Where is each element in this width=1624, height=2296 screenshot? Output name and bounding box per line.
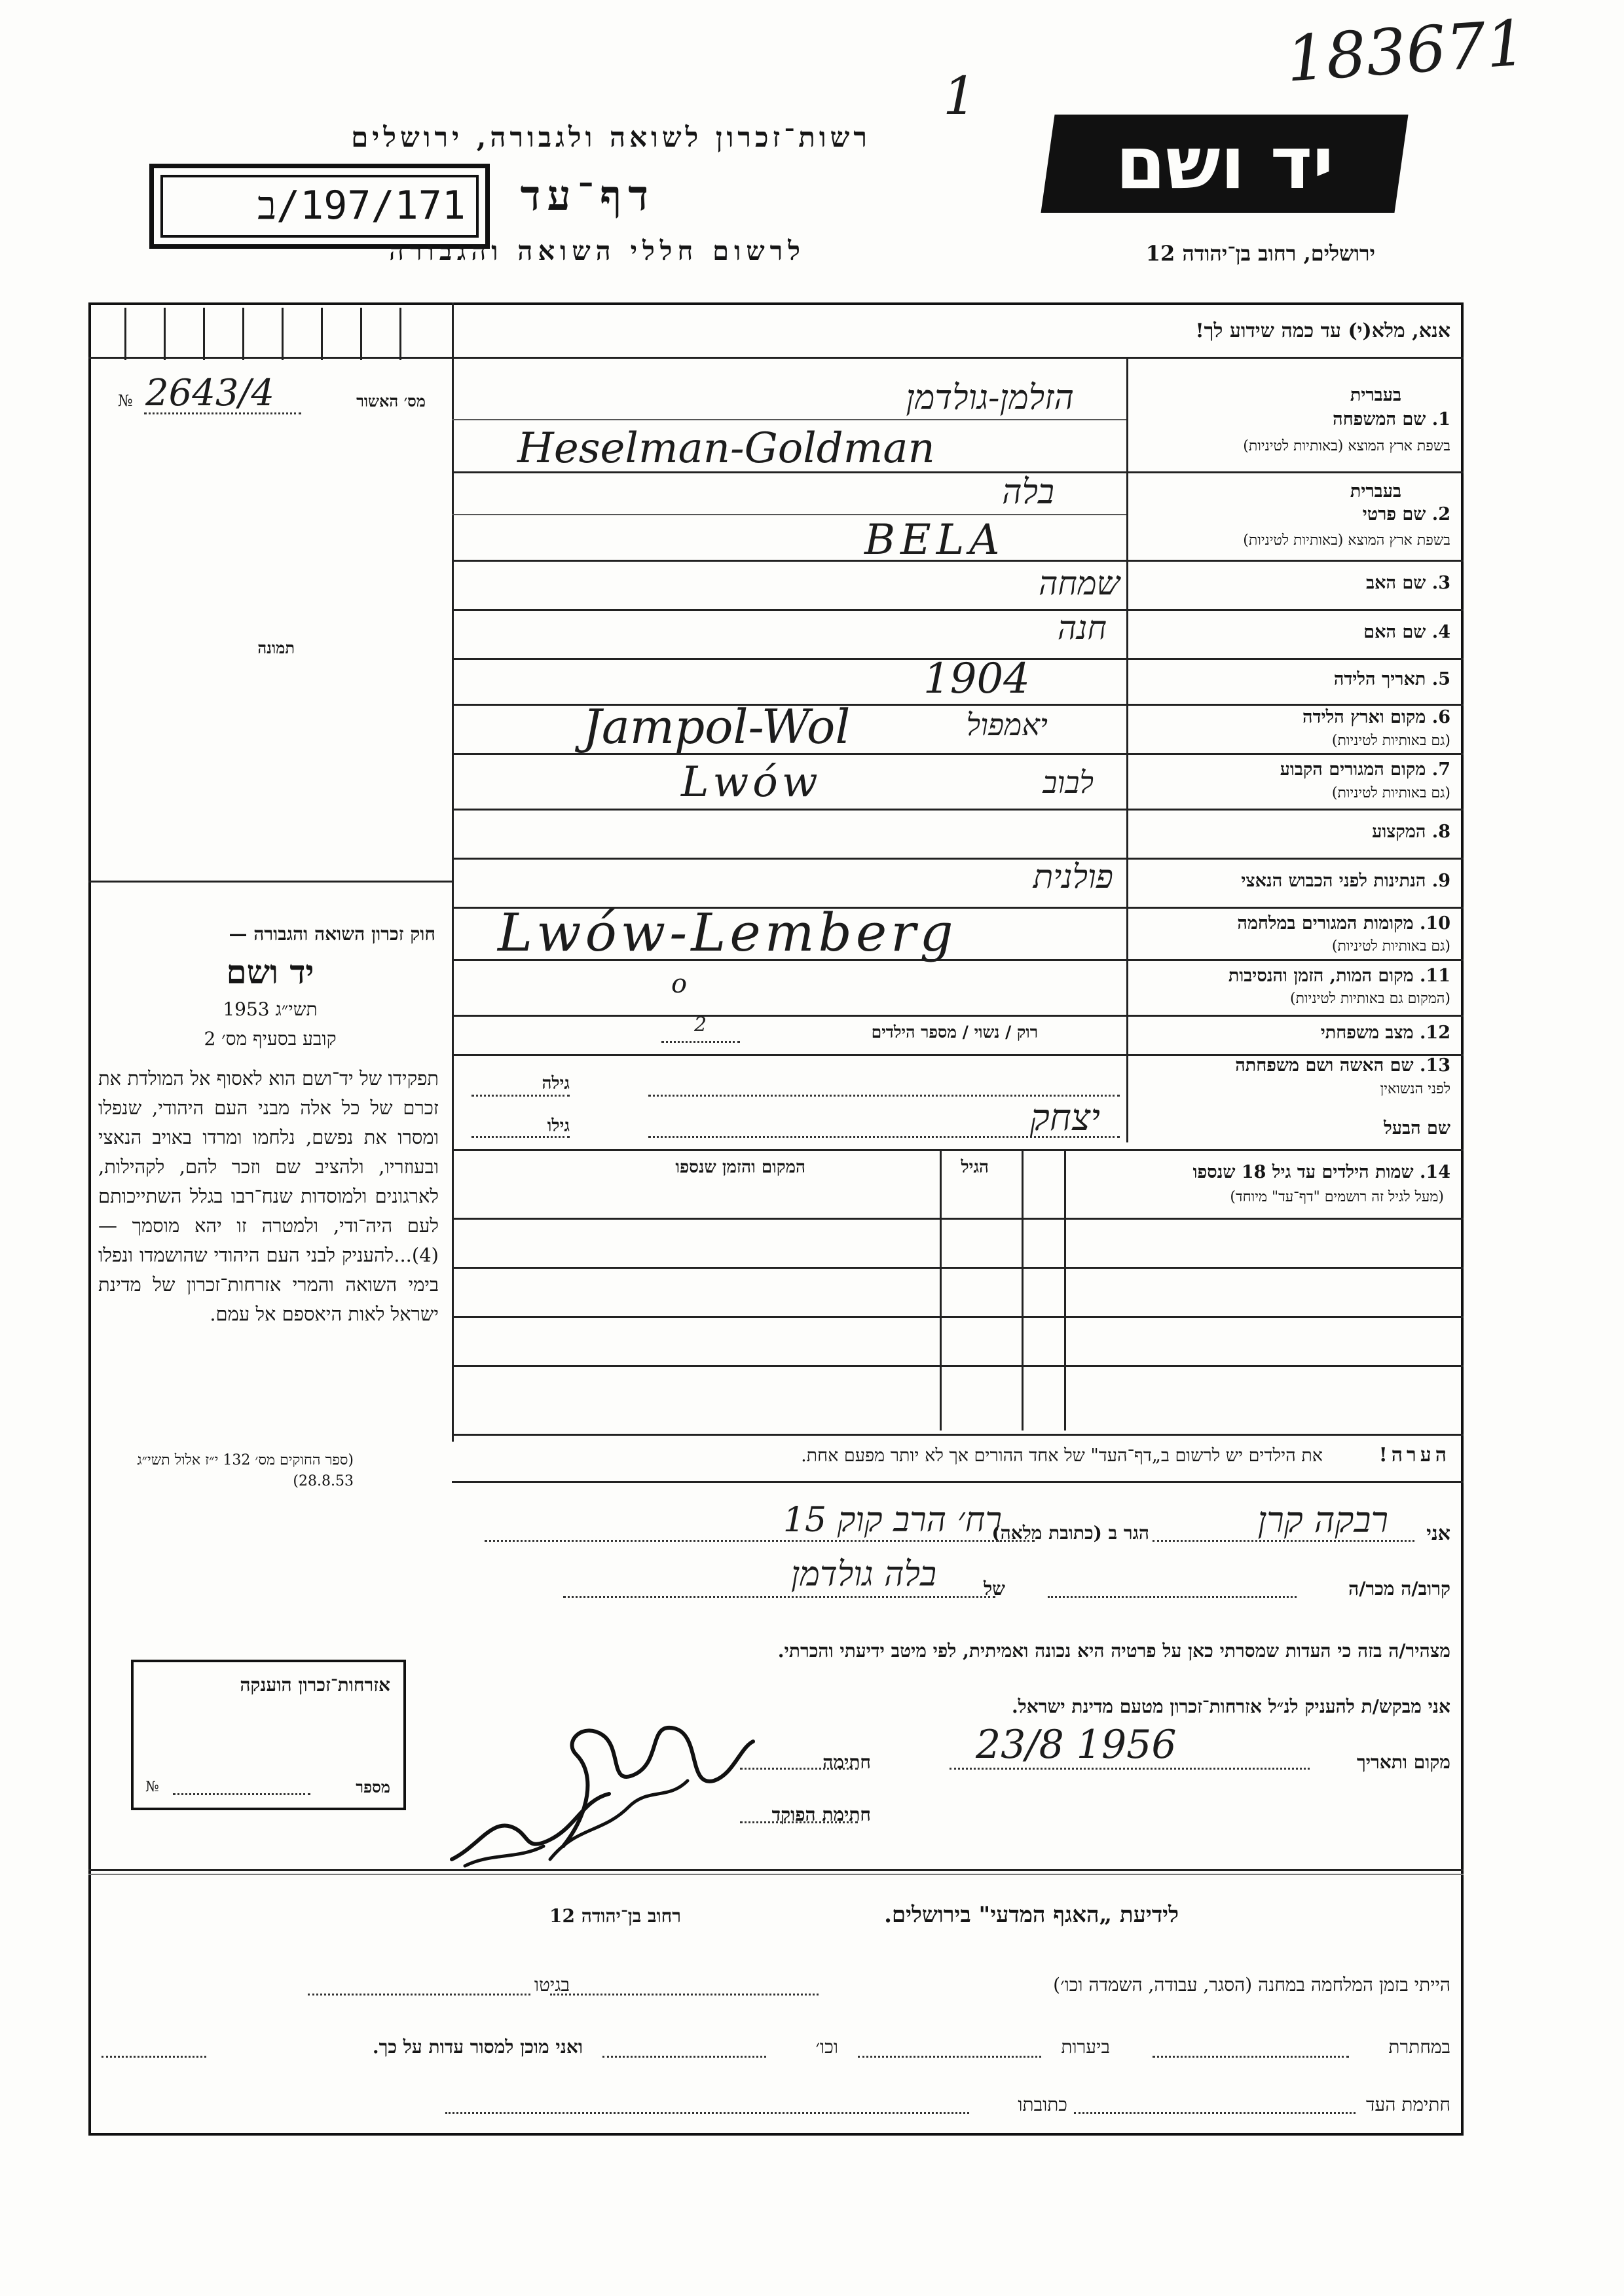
field-9-text: הנתינות לפני הכבוש הנאצי [1241,871,1426,891]
bottom-forests: ביערות [1061,2036,1110,2058]
bottom-address: רחוב בן־יהודה 12 [549,1905,681,1927]
field-5-number: 5. [1431,669,1450,689]
yad-vashem-logo [1041,115,1408,213]
field-12-text: מצב משפחתי [1320,1023,1414,1043]
field-10-label [1237,913,1450,934]
form-subtitle: לרשום חללי השואה והגבורה [388,236,805,266]
field-13-label [1235,1055,1450,1076]
declaration-place-date: מקום ותאריך [1356,1751,1450,1773]
field-9-label [1241,871,1450,891]
declaration-date-value[interactable]: 23/8 1956 [976,1722,1177,1768]
field-5-value[interactable]: 1904 [923,655,1030,703]
field-5-text: תאריך הלידה [1333,669,1426,689]
field-11-number: 11. [1420,966,1450,986]
field-2-text: שם פרטי [1362,504,1426,524]
field-2-hebrew-value[interactable]: בלה [1002,473,1054,512]
field-3-text: שם האב [1366,573,1426,593]
field-11-sub: (המקום גם באותיות לטיניות) [1290,991,1450,1007]
field-6-label [1302,707,1450,727]
field-6-value[interactable]: Jampol-Wol [583,699,851,754]
field-1-label [1333,409,1450,429]
field-4-label [1363,622,1450,642]
field-8-text: המקצוע [1372,822,1426,842]
bottom-line1: הייתי בזמן המלחמה במחנה (הסגר, עבודה, השמדה וכו׳) [1053,1974,1450,1995]
children-age-column: הגיל [961,1157,989,1177]
field-10-number: 10. [1420,913,1450,934]
declaration-ani: אני [1426,1522,1450,1545]
field-3-number: 3. [1431,573,1450,593]
field-1-number: 1. [1431,409,1450,429]
declaration-address-value[interactable]: רח׳ הרב קוק 15 [783,1501,1002,1540]
field-8-label [1372,822,1450,842]
stamp-number: 197/171/ב [257,183,466,228]
field-4-text: שם האם [1363,622,1426,642]
field-14-label [1193,1162,1450,1182]
intro-text: אנא, מלא(י) עד כמה שידוע לך! [1195,319,1450,342]
bottom-etc: וכו׳ [815,2036,838,2058]
field-5-label [1334,669,1450,689]
field-2-sub: בשפת ארץ המוצא (באותיות לטיניות) [1243,532,1450,549]
declaration-lives-at: הגר ב (כתובת מלאה) [991,1522,1149,1544]
field-6-text: מקום וארץ הלידה [1302,707,1426,727]
field-14-sub: (מעל לגיל זה רושמים "דף־עד" מיוחד) [1230,1189,1444,1205]
law-year: תשי״ג 1953 [223,998,318,1020]
bottom-heading: לידיעת „האגף המדעי" בירושלים. [884,1902,1179,1928]
citizenship-title: אזרחות־זכרון הוענקה [240,1674,390,1696]
declaration-relative: קרוב/ה מכר/ה [1348,1578,1450,1599]
logo-text: יד ושם [1115,121,1334,205]
field-11-text: מקום המות, הזמן והנסיבות [1228,966,1414,986]
field-10-sub: (גם באותיות לטיניות) [1331,938,1450,955]
declaration-name-value[interactable]: רבקה קרן [1257,1499,1388,1540]
field-12-options: רוק / נשוי / מספר הילדים [871,1023,1038,1042]
note-label: הערה! [1378,1444,1450,1467]
field-2-label [1363,504,1450,524]
bottom-underground: במחתרת [1388,2036,1450,2058]
field-14-text: שמות הילדים עד גיל 18 שנספו [1192,1162,1414,1182]
husband-value[interactable]: יצחק [1029,1097,1100,1139]
field-7-number: 7. [1431,759,1450,780]
field-6-number: 6. [1431,707,1450,727]
field-4-number: 4. [1431,622,1450,642]
field-1-sub: בשפת ארץ המוצא (באותיות לטיניות) [1243,438,1450,454]
field-8-number: 8. [1431,822,1450,842]
field-9-number: 9. [1431,871,1450,891]
official-signature [445,1781,629,1872]
field-2-number: 2. [1431,504,1450,524]
field-7-label [1280,759,1450,780]
field-14-number: 14. [1420,1162,1450,1182]
bottom-testimony: ואני מוכן למסור עדות על כך. [372,2036,583,2058]
field-4-value[interactable]: חנה [1057,609,1107,647]
field-10-text: מקומות המגורים במלחמה [1237,913,1414,934]
approval-number: 2643/4 [145,372,275,414]
field-1-side: בעברית [1350,385,1401,405]
declaration-relation-value[interactable]: בלה גולדמן [790,1555,936,1594]
field-7-sub: (גם באותיות לטיניות) [1331,785,1450,801]
bottom-witness-address: כתובתו [1018,2094,1067,2115]
field-12-value[interactable]: 2 [694,1013,707,1036]
declaration-of: של [984,1578,1005,1599]
husband-age-label: גילו [547,1116,570,1136]
field-3-label [1366,573,1450,593]
declaration-official-signature: חתימת הפוקד [771,1804,871,1825]
citizenship-prefix: № [145,1779,159,1795]
archive-number: 183671 [1283,6,1528,96]
field-13-age-label: גילה [542,1074,570,1093]
form-title: דף־עד [520,172,655,221]
photo-label: תמונה [257,638,295,657]
law-source: (ספר החוקים מס׳ 132 י״ז אלול תשי״ג 28.8.53) [137,1452,354,1489]
declaration-statement: מצהיר/ה בזה כי העדות שמסרתי כאן על פרטיה היא נכונה ואמיתית, לפי מיטב ידיעתי והכרתי. [777,1640,1450,1662]
field-3-value[interactable]: שמחה [1039,564,1120,602]
field-12-label [1321,1023,1450,1043]
bottom-ghetto: בגיטו [534,1974,570,1995]
field-7-hebrew-value[interactable]: לבוב [1043,765,1094,800]
law-body: תפקידו של יד־ושם הוא לאסוף אל המולדת את זכרם של כל אלה מבני העם היהודי, שנפלו ומסרו את נפשם, נלחמו ומרדו באויב הנאצי ובעוזריו, ולהציב שם וזכר להם, לקהילות, לארגונים ולמוסדות שנח־רבו בגלל השתייכותם לעם היה־ודי, ולמטרה זו יהא מוסמך — (4)...להעניק לבני העם היהודי שהושמדו ונפלו בימי השואה והמרי אזרחות־זכרון של מדינת ישראל לאות היאספם אל עמם. [98,1067,439,1325]
field-2-latin-value[interactable]: BELA [864,516,1005,564]
field-12-number: 12. [1420,1023,1450,1043]
field-7-text: מקום המגורים הקבוע [1280,759,1426,780]
law-section: קובע בסעיף מס׳ 2 [204,1028,337,1049]
header-address: ירושלים, רחוב בן־יהודה 12 [1145,241,1375,266]
approval-prefix: № [118,392,133,410]
law-name: יד ושם [226,953,314,991]
institution-name: רשות־זכרון לשואה ולגבורה, ירושלים [351,121,871,153]
field-10-value[interactable]: Lwów-Lemberg [498,902,957,963]
children-place-column: המקום והזמן שנספו [675,1157,805,1177]
declaration-request: אני מבקש/ת להעניק לנ״ל אזרחות־זכרון מטעם מדינת ישראל. [1011,1696,1450,1717]
field-6-hebrew-value[interactable]: יאמפול [966,707,1048,742]
page-number: 1 [943,65,976,126]
field-9-value[interactable]: פולנית [1033,858,1113,896]
field-1-text: שם המשפחה [1333,409,1426,429]
citizenship-box [131,1660,406,1810]
field-1-hebrew-value[interactable]: הזלמן-גולדמן [906,378,1074,418]
husband-label: שם הבעל [1384,1118,1450,1139]
field-11-label [1228,966,1450,986]
field-2-side: בעברית [1350,481,1401,501]
field-13-number: 13. [1420,1055,1450,1076]
approval-label: מס׳ האשור [356,392,426,410]
field-13-sub: לפני הנשואין [1380,1081,1450,1097]
law-title: חוק זכרון השואה והגבורה — [229,923,435,945]
bottom-witness-signature: חתימת העד [1366,2094,1450,2115]
field-13-text: שם האשה ושם משפחתה [1235,1055,1414,1076]
citizenship-number-label: מספר [356,1777,390,1796]
note-text: את הילדים יש לרשום ב„דף־העד" של אחד ההורים אך לא יותר מפעם אחת. [801,1446,1323,1466]
field-7-value[interactable]: Lwów [681,758,822,807]
field-1-latin-value[interactable]: Heselman-Goldman [517,424,935,473]
field-11-value[interactable]: o [671,969,688,999]
declaration-signature: חתימה [822,1751,871,1773]
field-6-sub: (גם באותיות לטיניות) [1331,733,1450,749]
